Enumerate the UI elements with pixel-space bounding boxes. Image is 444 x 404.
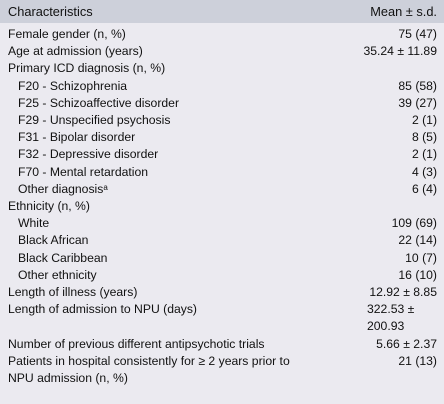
row-label: Number of previous different antipsychotic trials <box>8 336 265 351</box>
row-value: 12.92 ± 8.85 <box>369 285 437 300</box>
table-row <box>0 43 444 60</box>
row-label: F29 - Unspecified psychosis <box>18 113 171 128</box>
table-row <box>0 336 444 353</box>
row-value: 2 (1) <box>411 147 437 162</box>
row-label: F20 - Schizophrenia <box>18 78 128 93</box>
row-value: 16 (10) <box>398 267 437 282</box>
row-value: 21 (13) <box>398 353 437 368</box>
row-value: 109 (69) <box>391 216 437 231</box>
row-label: F25 - Schizoaffective disorder <box>18 95 179 110</box>
row-label: Length of admission to NPU (days) <box>8 302 197 317</box>
table-header <box>0 0 444 23</box>
table-row <box>0 353 444 387</box>
table-row <box>0 129 444 146</box>
row-label: Ethnicity (n, %) <box>8 199 90 214</box>
table-row <box>0 301 444 335</box>
row-label: Length of illness (years) <box>8 285 138 300</box>
row-label-text: Other diagnosis <box>18 181 104 196</box>
row-value: 35.24 ± 11.89 <box>363 44 437 59</box>
footnote-marker: a <box>103 182 108 192</box>
table-row <box>0 146 444 163</box>
table-row <box>0 181 444 198</box>
row-label: Black African <box>18 233 89 248</box>
row-value: 6 (4) <box>411 181 437 196</box>
header-mean-sd: Mean ± s.d. <box>370 4 437 19</box>
table-row <box>0 60 444 77</box>
row-value: 39 (27) <box>398 95 437 110</box>
table-row <box>0 215 444 232</box>
row-label: Primary ICD diagnosis (n, %) <box>8 61 166 76</box>
row-label: Other ethnicity <box>18 267 97 282</box>
row-value: 2 (1) <box>411 113 437 128</box>
table-row <box>0 232 444 249</box>
table-row <box>0 250 444 267</box>
row-label: Age at admission (years) <box>8 44 143 59</box>
row-value: 322.53 ± 200.93 <box>367 302 415 334</box>
row-label: F32 - Depressive disorder <box>18 147 159 162</box>
row-label: Patients in hospital consistently for ≥ 2 years prior to NPU admission (n, %) <box>8 353 290 386</box>
row-value: 5.66 ± 2.37 <box>376 336 437 351</box>
table-row <box>0 26 444 43</box>
row-value: 22 (14) <box>398 233 437 248</box>
row-label: Female gender (n, %) <box>8 27 126 41</box>
header-characteristics: Characteristics <box>8 4 93 19</box>
table-row <box>0 164 444 181</box>
row-label: F70 - Mental retardation <box>18 164 149 179</box>
table-row <box>0 112 444 129</box>
table-row <box>0 284 444 301</box>
table-row <box>0 267 444 284</box>
row-label: White <box>18 216 50 231</box>
row-label: Black Caribbean <box>18 250 108 265</box>
row-value: 4 (3) <box>411 164 437 179</box>
table-row <box>0 78 444 95</box>
table-body <box>0 23 444 387</box>
table-row <box>0 198 444 215</box>
row-value: 10 (7) <box>405 250 437 265</box>
row-value: 85 (58) <box>398 78 437 93</box>
row-value: 75 (47) <box>398 27 437 41</box>
row-value: 8 (5) <box>411 130 437 145</box>
table-row <box>0 95 444 112</box>
row-label <box>8 181 412 198</box>
row-label: F31 - Bipolar disorder <box>18 130 136 145</box>
